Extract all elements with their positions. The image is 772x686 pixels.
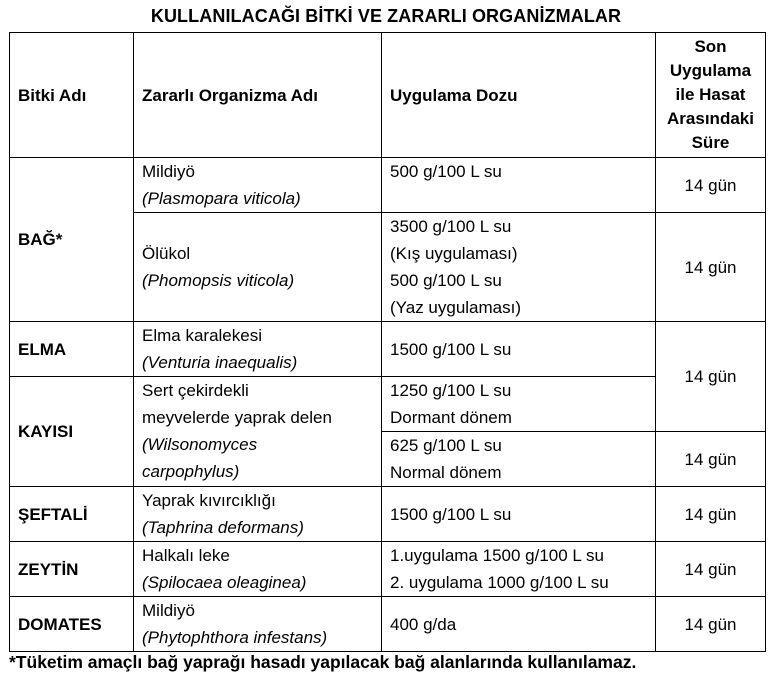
header-interval-line: Son <box>694 37 727 56</box>
pest-cell <box>134 213 382 322</box>
interval-cell: 14 gün <box>656 158 766 213</box>
pest-scientific-name: (Venturia inaequalis) <box>142 353 298 372</box>
dose-line: 3500 g/100 L su <box>390 217 512 236</box>
header-interval <box>656 33 766 158</box>
table-row <box>10 377 766 432</box>
interval-cell: 14 gün <box>656 597 766 652</box>
pest-name: Elma karalekesi <box>142 326 262 345</box>
interval-cell: 14 gün <box>656 322 766 432</box>
table-row <box>10 322 766 377</box>
pest-name: Mildiyö <box>142 601 195 620</box>
interval-cell: 14 gün <box>656 432 766 487</box>
dose-cell: 1500 g/100 L su <box>382 322 656 377</box>
header-row <box>10 33 766 158</box>
header-pest: Zararlı Organizma Adı <box>134 33 382 158</box>
interval-cell: 14 gün <box>656 542 766 597</box>
pest-scientific-name: (Wilsonomyces <box>142 435 258 454</box>
plant-cell-bag: BAĞ* <box>10 158 134 322</box>
header-interval-line: Süre <box>691 133 730 152</box>
dose-line: 2. uygulama 1000 g/100 L su <box>390 573 609 592</box>
dose-line: (Kış uygulaması) <box>390 244 518 263</box>
footnote: *Tüketim amaçlı bağ yaprağı hasadı yapılacak bağ alanlarında kullanılamaz. <box>9 652 637 672</box>
pest-cell <box>134 322 382 377</box>
pest-scientific-name: carpophylus) <box>142 462 240 481</box>
interval-cell: 14 gün <box>656 487 766 542</box>
dose-line: 500 g/100 L su <box>390 271 502 290</box>
header-interval-line: Arasındaki <box>667 109 754 128</box>
plant-cell-elma: ELMA <box>10 322 134 377</box>
pest-scientific-name: (Spilocaea oleaginea) <box>142 573 307 592</box>
pest-cell <box>134 487 382 542</box>
dose-cell <box>382 432 656 487</box>
pest-cell <box>134 597 382 652</box>
header-interval-line: ile Hasat <box>675 85 746 104</box>
pest-name: Mildiyö <box>142 162 195 181</box>
dose-line: 1.uygulama 1500 g/100 L su <box>390 546 604 565</box>
dose-cell: 400 g/da <box>382 597 656 652</box>
dose-cell <box>382 542 656 597</box>
dose-cell: 1500 g/100 L su <box>382 487 656 542</box>
pest-name: Ölükol <box>142 244 191 263</box>
pest-cell <box>134 158 382 213</box>
plant-pest-table <box>9 32 766 652</box>
dose-line: 1250 g/100 L su <box>390 381 512 400</box>
page-title: KULLANILACAĞI BİTKİ VE ZARARLI ORGANİZMALAR <box>150 6 622 26</box>
pest-scientific-name: (Phomopsis viticola) <box>142 271 295 290</box>
plant-cell-seftali: ŞEFTALİ <box>10 487 134 542</box>
header-dose: Uygulama Dozu <box>382 33 656 158</box>
dose-line: 625 g/100 L su <box>390 436 502 455</box>
plant-cell-zeytin: ZEYTİN <box>10 542 134 597</box>
header-plant: Bitki Adı <box>10 33 134 158</box>
pest-name: Halkalı leke <box>142 546 230 565</box>
table-row <box>10 542 766 597</box>
pest-cell <box>134 542 382 597</box>
dose-cell: 500 g/100 L su <box>382 158 656 213</box>
pest-scientific-name: (Taphrina deformans) <box>142 518 304 537</box>
dose-line: Normal dönem <box>390 463 502 482</box>
table-row <box>10 158 766 213</box>
dose-line: (Yaz uygulaması) <box>390 298 522 317</box>
table-row <box>10 487 766 542</box>
pest-scientific-name: (Phytophthora infestans) <box>142 628 328 647</box>
pest-name: Sert çekirdekli <box>142 381 249 400</box>
plant-cell-domates: DOMATES <box>10 597 134 652</box>
pest-cell <box>134 377 382 487</box>
pest-name: meyvelerde yaprak delen <box>142 408 332 427</box>
header-interval-line: Uygulama <box>669 61 752 80</box>
dose-cell <box>382 213 656 322</box>
pest-name: Yaprak kıvırcıklığı <box>142 491 276 510</box>
table-row <box>10 597 766 652</box>
interval-cell: 14 gün <box>656 213 766 322</box>
dose-line: Dormant dönem <box>390 408 512 427</box>
dose-cell <box>382 377 656 432</box>
plant-cell-kayisi: KAYISI <box>10 377 134 487</box>
pest-scientific-name: (Plasmopara viticola) <box>142 189 301 208</box>
